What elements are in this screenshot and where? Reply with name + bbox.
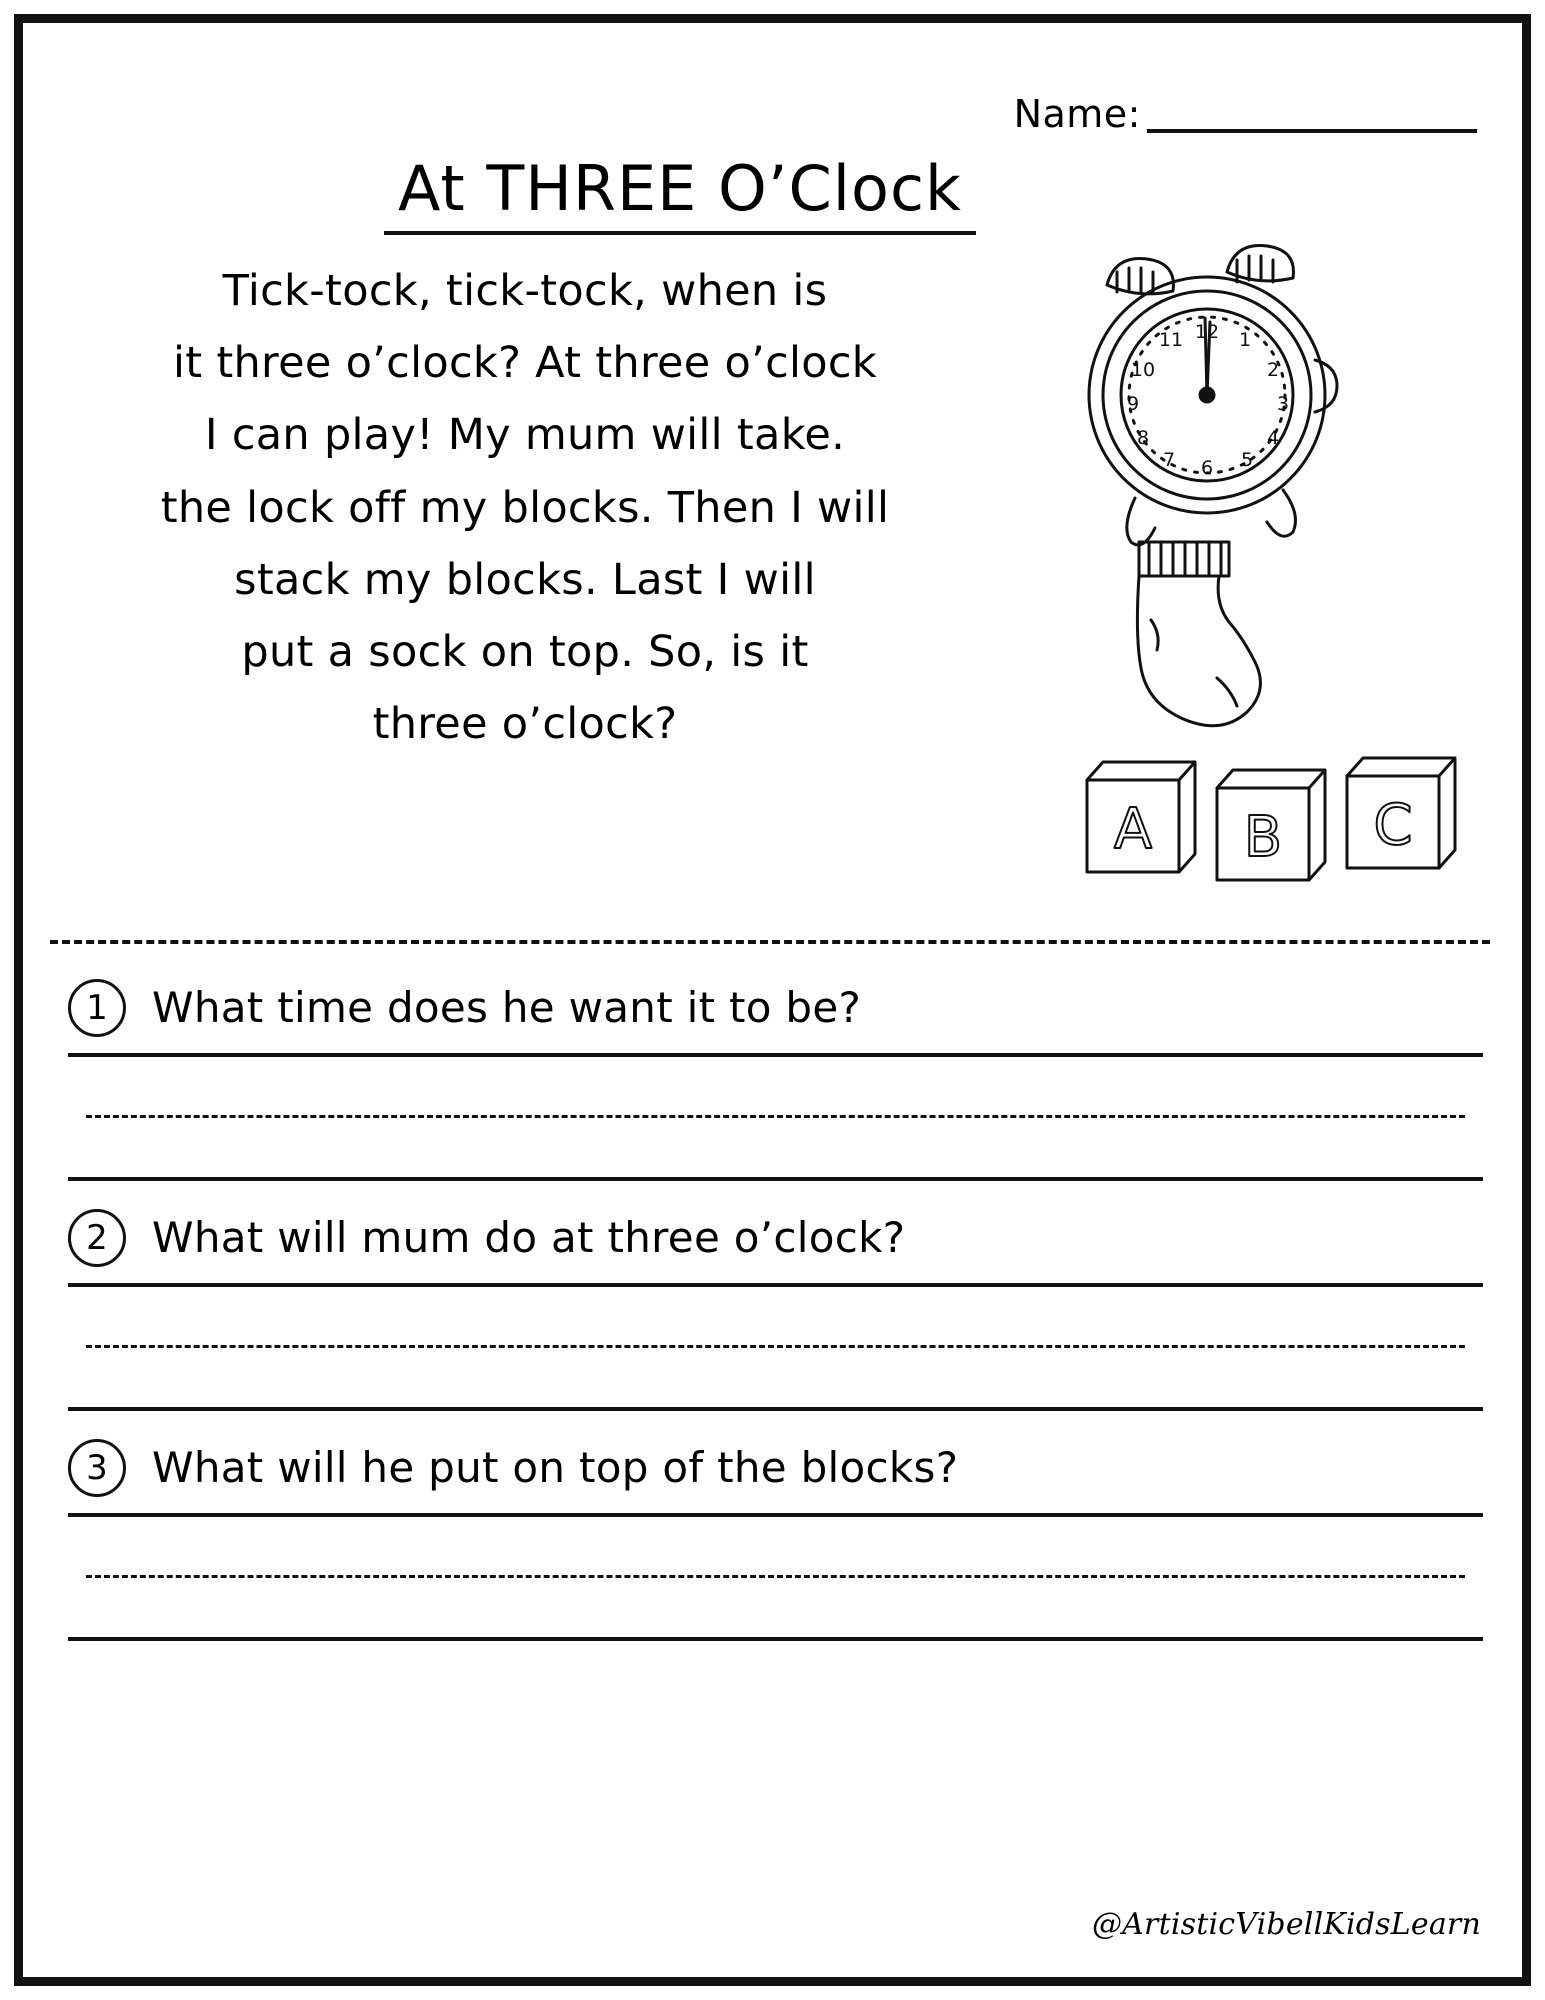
answer-line-dashed: [86, 1345, 1465, 1348]
answer-line-solid: [68, 1283, 1483, 1287]
svg-text:7: 7: [1162, 449, 1176, 471]
abc-blocks-icon: [1087, 758, 1455, 880]
svg-text:9: 9: [1126, 393, 1140, 415]
question-block: [50, 1425, 1495, 1645]
question-number: 2: [68, 1209, 126, 1267]
answer-lines[interactable]: [68, 1283, 1483, 1415]
question-block: [50, 965, 1495, 1185]
name-field-row: [1013, 92, 1477, 136]
question-row: [50, 1195, 1495, 1283]
passage-line: it three o’clock? At three o’clock: [172, 338, 878, 389]
alarm-clock-icon: [1089, 246, 1337, 545]
question-number: 3: [68, 1439, 126, 1497]
name-label: Name:: [1013, 92, 1141, 136]
question-row: [50, 1425, 1495, 1513]
questions-section: [50, 965, 1495, 1655]
section-divider: [50, 940, 1490, 944]
answer-line-solid: [68, 1637, 1483, 1641]
svg-text:8: 8: [1136, 427, 1150, 449]
illustrations-svg: [1077, 210, 1497, 900]
question-row: [50, 965, 1495, 1053]
passage-line: I can play! My mum will take.: [204, 410, 846, 461]
passage-line: the lock off my blocks. Then I will: [160, 482, 890, 533]
page-title: At THREE O’Clock: [384, 155, 976, 235]
svg-text:2: 2: [1266, 359, 1280, 381]
answer-line-dashed: [86, 1575, 1465, 1578]
question-text: What will he put on top of the blocks?: [152, 1442, 959, 1492]
question-block: [50, 1195, 1495, 1415]
credit-watermark: @ArtisticVibellKidsLearn: [1091, 1907, 1481, 1942]
passage-line: Tick-tock, tick-tock, when is: [222, 266, 828, 316]
answer-line-solid: [68, 1513, 1483, 1517]
svg-text:10: 10: [1130, 359, 1156, 381]
svg-text:B: B: [1243, 805, 1283, 870]
page-title-wrap: [280, 152, 1080, 235]
reading-passage: [60, 255, 990, 761]
svg-text:5: 5: [1240, 449, 1254, 471]
question-text: What time does he want it to be?: [152, 982, 862, 1032]
answer-line-solid: [68, 1407, 1483, 1411]
svg-text:12: 12: [1194, 321, 1220, 343]
svg-text:4: 4: [1266, 427, 1280, 449]
answer-line-solid: [68, 1177, 1483, 1181]
name-input-line[interactable]: [1147, 95, 1477, 133]
illustration-group: [1077, 210, 1497, 900]
svg-text:3: 3: [1276, 393, 1290, 415]
svg-text:C: C: [1373, 793, 1413, 858]
question-text: What will mum do at three o’clock?: [152, 1212, 906, 1262]
passage-line: put a sock on top. So, is it: [241, 627, 809, 678]
passage-line: stack my blocks. Last I will: [234, 554, 816, 605]
svg-text:6: 6: [1200, 457, 1214, 479]
answer-lines[interactable]: [68, 1053, 1483, 1185]
answer-lines[interactable]: [68, 1513, 1483, 1645]
passage-line: three o’clock?: [372, 699, 678, 750]
svg-text:A: A: [1113, 797, 1153, 862]
answer-line-dashed: [86, 1115, 1465, 1118]
sock-icon: [1137, 542, 1260, 726]
svg-text:1: 1: [1238, 329, 1252, 351]
question-number: 1: [68, 979, 126, 1037]
answer-line-solid: [68, 1053, 1483, 1057]
svg-text:11: 11: [1158, 329, 1184, 351]
worksheet-content: [40, 40, 1505, 1960]
